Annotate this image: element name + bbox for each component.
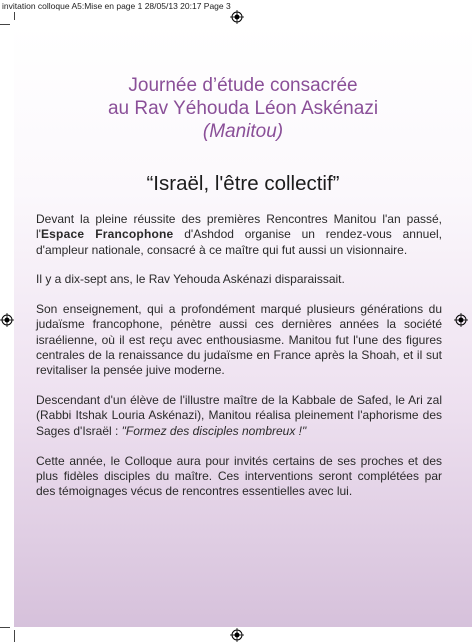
page-title bbox=[14, 74, 472, 143]
registration-mark-icon bbox=[230, 10, 244, 24]
title-line: Journée d’étude consacrée bbox=[128, 75, 358, 96]
registration-mark-icon bbox=[454, 313, 468, 327]
paragraph: Cette année, le Colloque aura pour invités certains de ses proches et des plus fidèles disciples du maître. Ces interventions seront complétées par des témoignages vécus de rencontres essentielles avec lui. bbox=[36, 453, 442, 499]
paragraph: Il y a dix-sept ans, le Rav Yehouda Askénazi disparaissait. bbox=[36, 272, 345, 287]
body-text bbox=[36, 212, 442, 514]
crop-mark bbox=[0, 24, 10, 25]
crop-mark bbox=[14, 12, 15, 20]
paragraph-text: d'Ashdod organise un rendez-vous annuel, d'ampleur nationale, consacré à ce maître qui fut aussi un visionnaire. bbox=[36, 227, 443, 257]
paragraph bbox=[36, 212, 442, 258]
title-line: au Rav Yéhouda Léon Askénazi bbox=[107, 98, 379, 119]
crop-mark bbox=[14, 630, 15, 642]
title-subline: (Manitou) bbox=[202, 121, 284, 142]
paragraph-text: Descendant d'un élève de l'illustre maître de la Kabbale de Safed, le Ari zal (Rabbi Itshak Louria Askénazi), Manitou réalisa pleinement l'aphorisme des Sages d'Israël : bbox=[36, 393, 442, 438]
paragraph-text: Devant la pleine réussite des premières Rencontres Manitou l'an passé, l' bbox=[36, 212, 442, 242]
paragraph: Son enseignement, qui a profondément marqué plusieurs générations du judaïsme francophone, pénètre aussi ces dernières années la société israélienne, où il est reçu avec enthousiasme. Manitou fut l'une des figures centrales de la renaissance du judaïsme en France après la Shoah, et il sut revitaliser la pensée juive moderne. bbox=[36, 302, 442, 378]
crop-mark bbox=[0, 627, 10, 628]
invitation-page bbox=[14, 24, 472, 627]
print-slug: invitation colloque A5:Mise en page 1 28/05/13 20:17 Page 3 bbox=[0, 0, 472, 12]
paragraph bbox=[36, 393, 442, 439]
brand-name: Espace Francophone bbox=[40, 227, 174, 242]
registration-mark-icon bbox=[230, 628, 244, 642]
registration-mark-icon bbox=[0, 313, 14, 327]
headline-quote: “Israël, l'être collectif” bbox=[146, 172, 340, 195]
aphorism-quote: "Formez des disciples nombreux !" bbox=[121, 423, 307, 438]
